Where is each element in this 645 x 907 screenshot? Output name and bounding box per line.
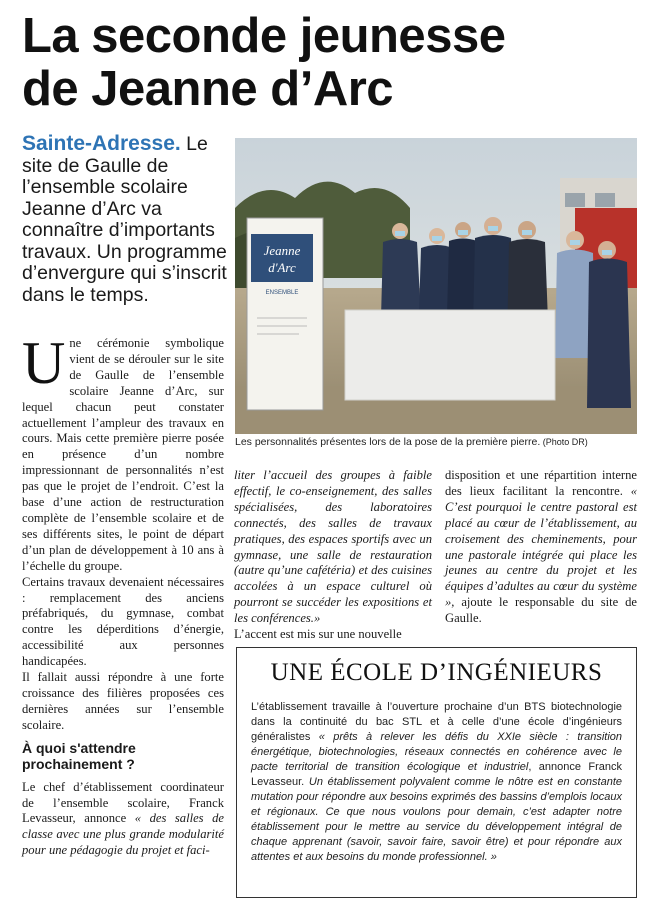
column-2 (234, 468, 432, 643)
pastoral-quote: « C’est pourquoi le centre pastoral est placé au cœur de l’établissement, au croisement des cheminements, pour une pastorale intégrée qui place les jeunes au centre du projet et les équipes d’adultes au cœur du système » (445, 483, 637, 610)
article-photo (235, 138, 637, 434)
drop-cap: U (22, 330, 66, 396)
photo-caption (235, 436, 645, 448)
box-title: UNE ÉCOLE D’INGÉNIEURS (270, 659, 603, 686)
banner-text-1: Jeanne (263, 243, 301, 258)
paragraph-3: Il fallait aussi répondre à une forte croissance des filières proposées ces dernières années sur l’ensemble scolaire. (22, 670, 224, 732)
sidebar-box (236, 647, 637, 898)
paragraph-4: Le chef d’établissement coordinateur de l’ensemble scolaire, Franck Levasseur, annonce « des salles de classe avec une plus grande modularité pour une pédagogie du projet et faci- (22, 779, 224, 858)
photo-illustration (235, 138, 637, 434)
lede-place: Sainte-Adresse. (22, 132, 181, 155)
headline (22, 10, 632, 116)
banner-text-2: d'Arc (268, 260, 296, 275)
lede (22, 133, 228, 306)
banner-sub: ENSEMBLE (265, 290, 299, 296)
lede-text: Le site de Gaulle de l’ensemble scolaire Jeanne d’Arc va connaître d’importants travaux. Un programme d’envergure qui s’inscrit dans le temps. (22, 133, 227, 306)
school-banner (247, 218, 323, 410)
quote-continued: liter l’accueil des groupes à faible effectif, le co-enseignement, des salles spécialisées, des laboratoires connectés, des salles de travaux pratiques, des espaces sportifs avec un gymnase, une salle de restauration (autre qu’une cafétéria) et des cuisines accolées à un espace culturel où pourront se succéder les expositions et les conférences.» (234, 468, 432, 626)
column-1 (22, 330, 224, 859)
paragraph-2: Certains travaux devenaient nécessaires : remplacement des anciens préfabriqués, du gymnase, combat contre les déperditions d’énergie, accessibilité aux personnes handicapées. (22, 574, 224, 669)
column-3 (445, 468, 637, 627)
section-subhead: À quoi s'attendre prochainement ? (22, 739, 136, 772)
paragraph-1: Une cérémonie symbolique vient de se dérouler sur le site de Gaulle de l’ensemble scolaire Jeanne d’Arc, sur lequel chacun peut constater actuellement l’ampleur des travaux en cours. Mais cette première pierre posée en présence d’un nombre impressionnant de personnalités n’est pas que le projet de l’endroit. C’est la base d’une action de restructuration complète de l’ensemble scolaire et de ses différents sites, le point de départ d’un plan de développement à 10 ans à l’échelle du groupe. (22, 330, 224, 573)
photo-credit: (Photo DR) (540, 437, 588, 447)
foundation-stone (345, 310, 555, 400)
box-text: L’établissement travaille à l’ouverture prochaine d’un BTS biotechnologie dans la continuité du bac STL et à celle d’une école d’ingénieurs généralistes « prêts à relever les défis du XXIe siècle : transition énergétique, biotechnologies, réseaux connectés en cohérence avec le pacte territorial de transition écologique et industriel, annonce Franck Levasseur. Un établissement polyvalent comme le nôtre est en constante mutation pour répondre aux besoins exprimés des bassins d’emplois locaux et régionaux. Ce que nous voulons pour demain, c’est adapter notre établissement pour le mettre au service du développement intégral de chaque apprenant (savoir, savoir faire, savoir être) et pour répondre aux attentes et aux besoins du monde professionnel. » (251, 701, 622, 863)
headline-line-2: de Jeanne d’Arc (22, 62, 394, 116)
quote-part-1: « des salles de classe avec une plus grande modularité pour une pédagogie du projet et faci- (22, 811, 224, 858)
paragraph-5-start: L’accent est mis sur une nouvelle (234, 627, 402, 642)
headline-line-1: La seconde jeunesse (22, 9, 506, 63)
paragraph-5-cont: disposition et une répartition interne des lieux facilitant la rencontre. « C’est pourquoi le centre pastoral est placé au cœur de l’établissement, au croisement des cheminements, pour une pastorale intégrée qui place les jeunes au centre du projet et les équipes d’adultes au cœur du système », ajoute le responsable du site de Gaulle. (445, 468, 637, 626)
caption-text: Les personnalités présentes lors de la pose de la première pierre. (235, 436, 541, 448)
